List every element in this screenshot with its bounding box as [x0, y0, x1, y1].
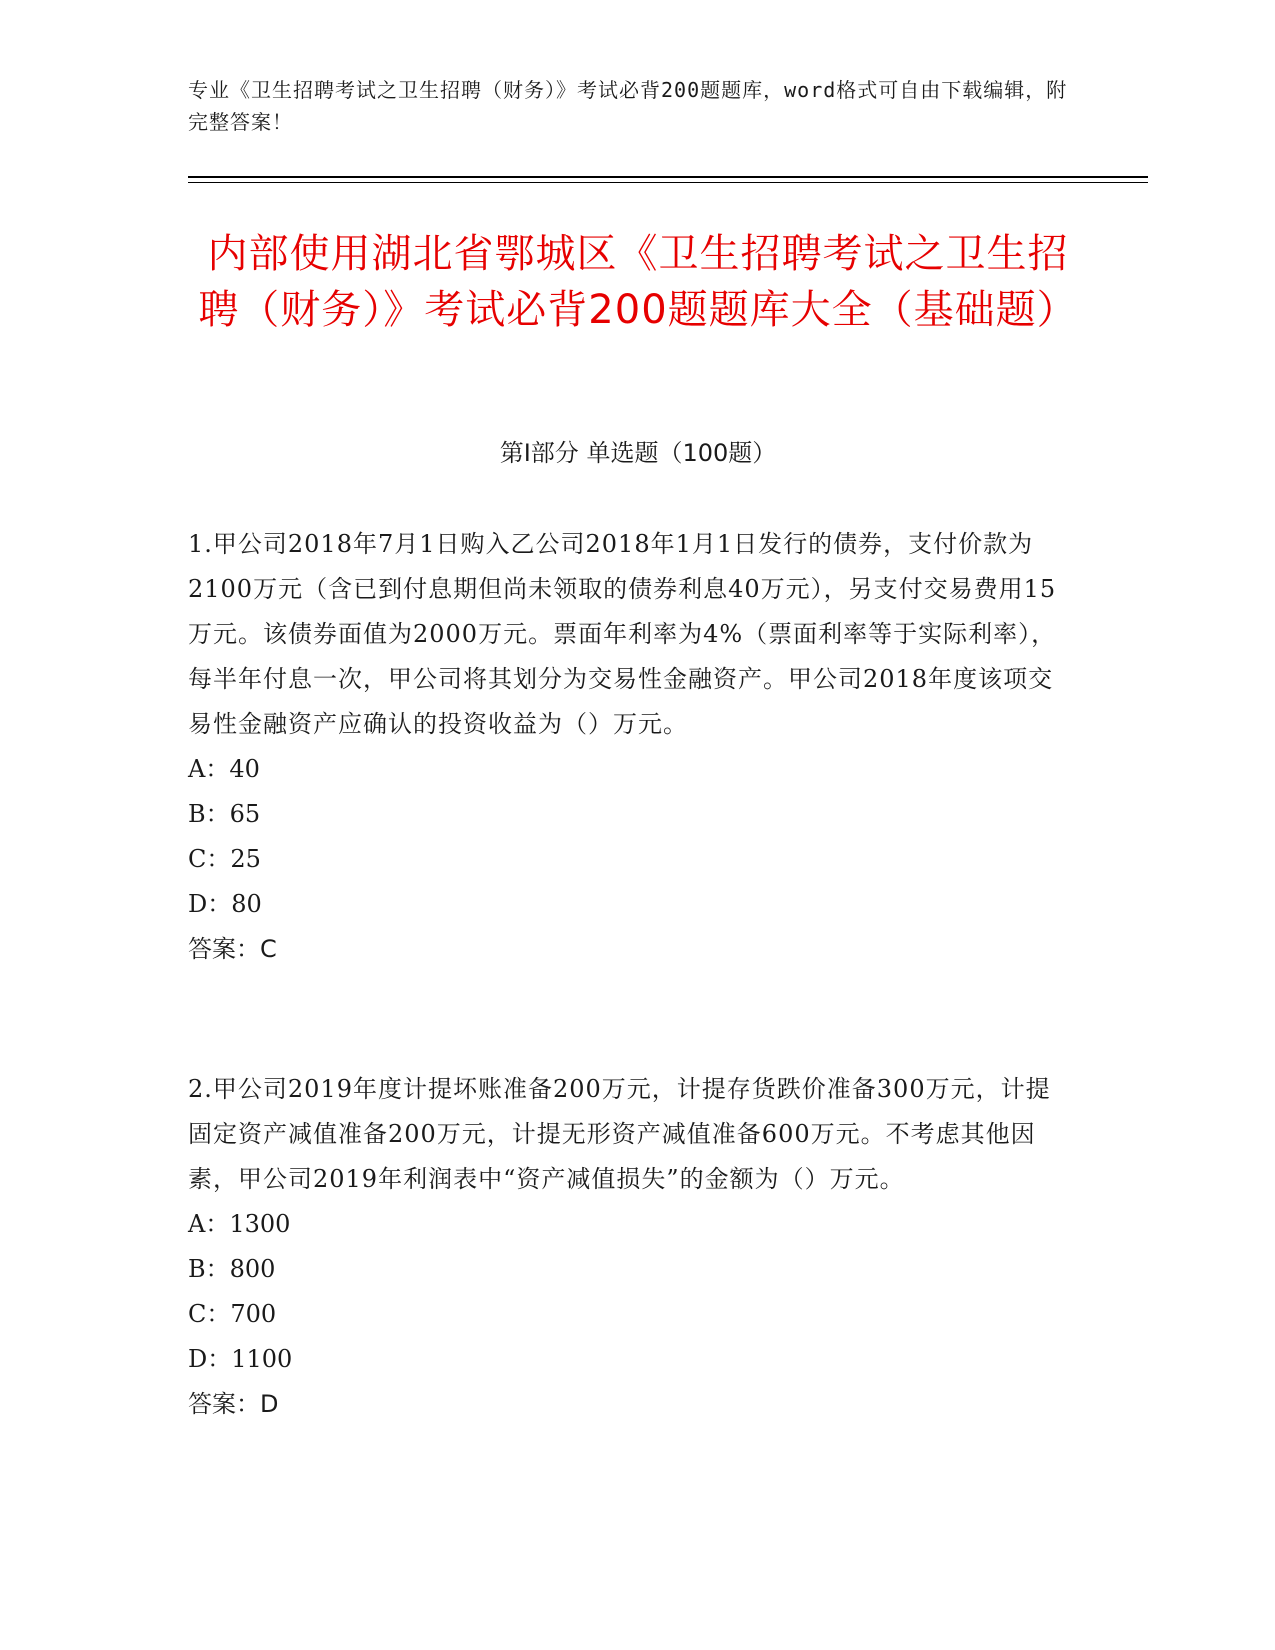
header-divider-thick	[188, 176, 1148, 178]
section-title: 第I部分 单选题（100题）	[499, 439, 777, 467]
question-stem: 1.甲公司2018年7月1日购入乙公司2018年1月1日发行的债券，支付价款为2100万元（含已到付息期但尚未领取的债券利息40万元），另支付交易费用15万元。该债券面值为2000万元。票面年利率为4%（票面利率等于实际利率），每半年付息一次，甲公司将其划分为交易性金融资产。甲公司2018年度该项交易性金融资产应确认的投资收益为（）万元。	[188, 530, 1057, 738]
question-1	[188, 522, 1068, 972]
answer: 答案：C	[188, 935, 277, 963]
question-2	[188, 1067, 1068, 1427]
option-b: B：800	[188, 1255, 276, 1283]
document-title: 内部使用湖北省鄂城区《卫生招聘考试之卫生招聘（财务）》考试必背200题题库大全（基础题）	[198, 231, 1078, 333]
answer: 答案：D	[188, 1390, 279, 1418]
header-note: 专业《卫生招聘考试之卫生招聘（财务）》考试必背200题题库，word格式可自由下载编辑，附完整答案！	[188, 78, 1068, 134]
header-divider-thin	[188, 182, 1148, 183]
option-a: A：1300	[188, 1210, 291, 1238]
option-d: D：1100	[188, 1345, 293, 1373]
option-a: A：40	[188, 755, 260, 783]
option-d: D：80	[188, 890, 262, 918]
option-b: B：65	[188, 800, 261, 828]
option-c: C：25	[188, 845, 261, 873]
option-c: C：700	[188, 1300, 277, 1328]
question-stem: 2.甲公司2019年度计提坏账准备200万元，计提存货跌价准备300万元，计提固定资产减值准备200万元，计提无形资产减值准备600万元。不考虑其他因素，甲公司2019年利润表中“资产减值损失”的金额为（）万元。	[188, 1075, 1051, 1193]
